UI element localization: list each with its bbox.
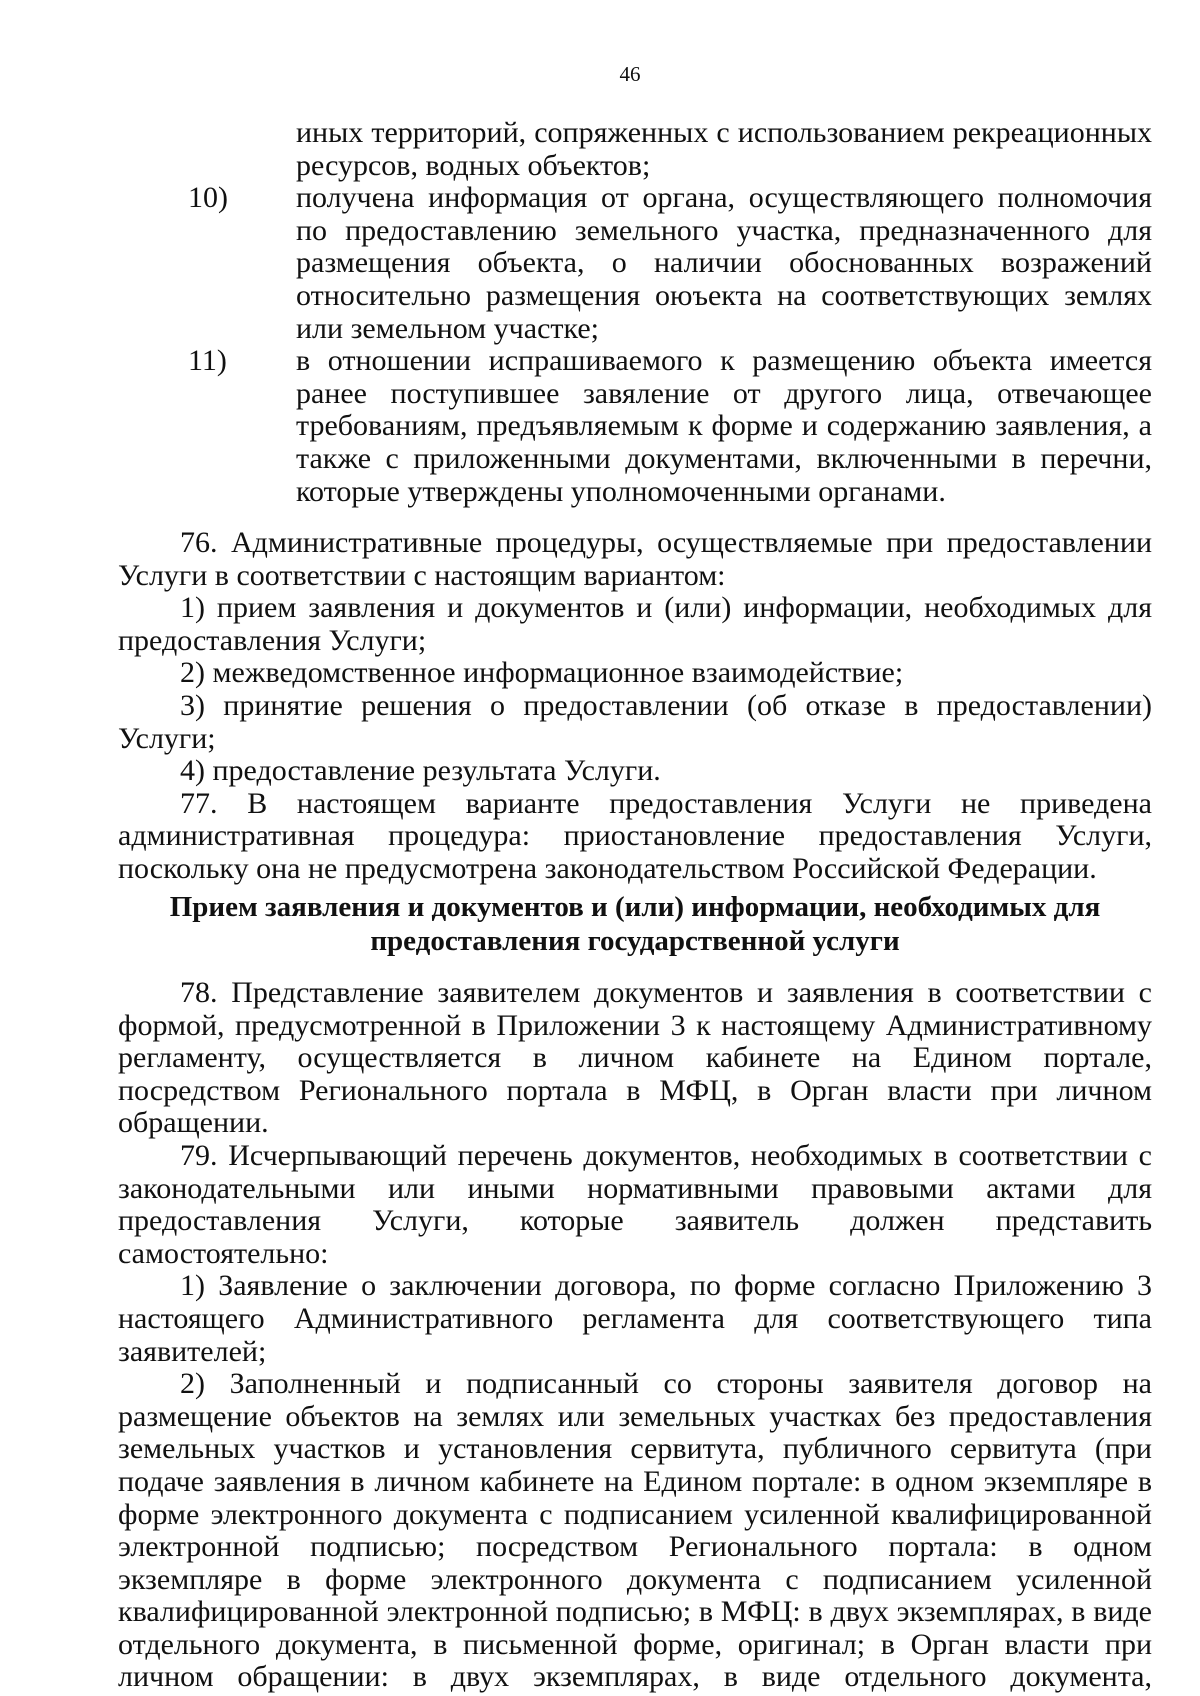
grounds-list [118,117,1152,508]
paragraph-79: 79. Исчерпывающий перечень документов, необходимых в соответствии с законодательными или иными нормативными правовыми актами для предоставления Услуги, которые заявитель должен представить самостоятельно: [118,1138,1152,1270]
list-item-text: иных территорий, сопряженных с использованием рекреационных ресурсов, водных объектов; [296,116,1152,182]
paragraph-77: 77. В настоящем варианте предоставления Услуги не приведена административная процедура: приостановление предоставления Услуги, поскольку она не предусмотрена законодательством Российской Федерации. [118,786,1152,885]
paragraph-76-item-1: 1) прием заявления и документов и (или) информации, необходимых для предоставления Услуги; [118,591,1152,657]
section-procedures [118,527,1152,886]
list-item-10 [118,182,1152,345]
list-item-continuation [118,117,1152,182]
paragraph-76: 76. Административные процедуры, осуществляемые при предоставлении Услуги в соответствии с настоящим вариантом: [118,526,1152,592]
list-item-11 [118,345,1152,508]
list-item-text: в отношении испрашиваемого к размещению объекта имеется ранее поступившее завяление от другого лица, отвечающее требованиям, предъявляемым к форме и содержанию заявления, а также с приложенными документами, включенными в перечни, которые утверждены уполномоченными органами. [296,344,1152,508]
paragraph-76-item-2: 2) межведомственное информационное взаимодействие; [180,656,904,690]
page-number: 46 [619,62,641,86]
section-documents [118,977,1152,1694]
paragraph-76-item-3: 3) принятие решения о предоставлении (об отказе в предоставлении) Услуги; [118,688,1152,755]
section-heading: Прием заявления и документов и (или) информации, необходимых для предоставления государственной услуги [169,891,1101,957]
list-item-text: получена информация от органа, осуществляющего полномочия по предоставлению земельного участка, предназначенного для размещения объекта, о наличии обоснованных возражений относительно размещения оюъекта на соответствующих землях или земельном участке; [296,181,1152,345]
list-item-number: 11) [188,344,227,378]
paragraph-79-item-1: 1) Заявление о заключении договора, по форме согласно Приложению 3 настоящего Административного регламента для соответствующего типа заявителей; [118,1269,1152,1368]
list-item-number: 10) [188,181,228,215]
paragraph-76-item-4: 4) предоставление результата Услуги. [180,754,661,788]
paragraph-79-item-2: 2) Заполненный и подписанный со стороны заявителя договор на размещение объектов на землях или земельных участках без предоставления земельных участков и установления сервитута, публичного сервитута (при подаче заявления в личном кабинете на Едином портале: в одном экземпляре в форме электронного документа с подписанием усиленной квалифицированной электронной подписью; посредством Регионального портала: в одном экземпляре в форме электронного документа с подписанием усиленной квалифицированной электронной подписью; в МФЦ: в двух экземплярах, в виде отдельного документа, в письменной форме, оригинал; в Орган власти при личном обращении: в двух экземплярах, в виде отдельного документа, [118,1367,1152,1694]
paragraph-78: 78. Представление заявителем документов и заявления в соответствии с формой, предусмотренной в Приложении 3 к настоящему Административному регламенту, осуществляется в личном кабинете на Едином портале, посредством Регионального портала в МФЦ, в Орган власти при личном обращении. [118,976,1152,1140]
